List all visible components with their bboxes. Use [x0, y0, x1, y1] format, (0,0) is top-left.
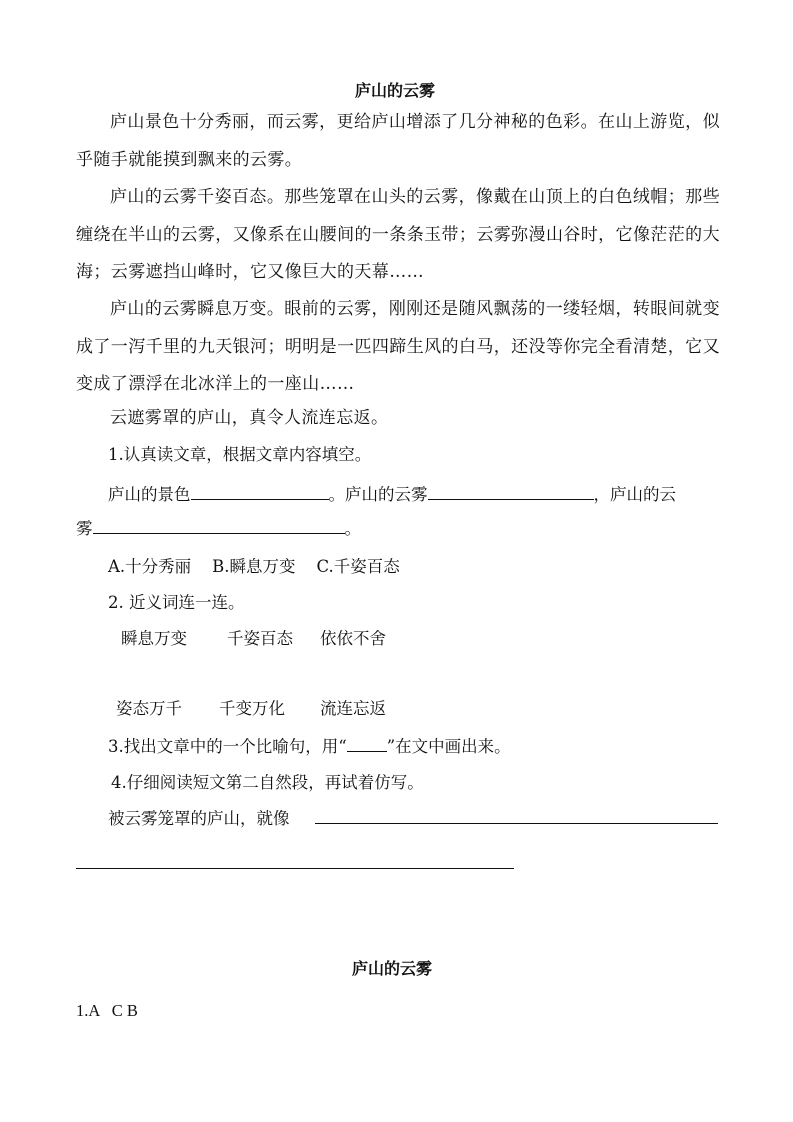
fill-text: 庐山的景色 [108, 485, 191, 504]
fill-text: ，庐山的云 [593, 485, 676, 504]
paragraph-text: 云遮雾罩的庐山，真令人流连忘返。 [110, 408, 389, 428]
question-4-lead: 被云雾笼罩的庐山，就像 [108, 809, 290, 828]
answer-line[interactable] [76, 868, 514, 869]
prompt-text: ”在文中画出来。 [386, 737, 511, 756]
question-1-fill-line-1 [108, 481, 676, 505]
synonym-word[interactable]: 依依不舍 [320, 629, 386, 648]
paragraph-2 [76, 179, 720, 292]
paragraph-1 [76, 104, 720, 179]
answer-blank[interactable] [93, 515, 345, 534]
paragraph-text: 庐山景色十分秀丽，而云雾，更给庐山增添了几分神秘的色彩。在山上游览，似乎随手就能摸到飘来的云雾。 [76, 112, 720, 170]
prompt-text: 3.找出文章中的一个比喻句，用“ [108, 737, 347, 756]
question-3-prompt [108, 733, 511, 757]
paragraph-text: 庐山的云雾瞬息万变。眼前的云雾，刚刚还是随风飘荡的一缕轻烟，转眼间就变成了一泻千里的九天银河；明明是一匹四蹄生风的白马，还没等你完全看清楚，它又变成了漂浮在北冰洋上的一座山…… [76, 299, 720, 394]
question-2-prompt: 2. 近义词连一连。 [108, 593, 245, 612]
paragraph-3 [76, 291, 720, 404]
page-title: 庐山的云雾 [355, 81, 436, 100]
fill-text: 。庐山的云雾 [328, 485, 428, 504]
paragraph-text: 庐山的云雾千姿百态。那些笼罩在山头的云雾，像戴在山顶上的白色绒帽；那些缠绕在半山的云雾，又像系在山腰间的一条条玉带；云雾弥漫山谷时，它像茫茫的大海；云雾遮挡山峰时，它又像巨大的天幕…… [76, 187, 720, 282]
synonym-word[interactable]: 千变万化 [219, 699, 285, 718]
synonym-word[interactable]: 千姿百态 [227, 629, 293, 648]
question-4-prompt: 4.仔细阅读短文第二自然段，再试着仿写。 [111, 773, 424, 792]
question-1-prompt: 1.认真读文章，根据文章内容填空。 [108, 445, 372, 464]
fill-text: 雾 [76, 519, 93, 538]
answer-blank[interactable] [428, 481, 594, 500]
answer-key-title: 庐山的云雾 [352, 959, 433, 978]
synonym-word[interactable]: 瞬息万变 [121, 629, 187, 648]
answer-key-q1: 1.A C B [76, 1001, 138, 1020]
underline-sample [347, 733, 387, 752]
synonym-word[interactable]: 流连忘返 [320, 699, 386, 718]
paragraph-4 [76, 400, 720, 438]
synonym-word[interactable]: 姿态万千 [116, 699, 182, 718]
answer-blank[interactable] [191, 481, 329, 500]
question-1-options: A.十分秀丽 B.瞬息万变 C.千姿百态 [108, 557, 400, 576]
fill-text: 。 [344, 519, 361, 538]
answer-line[interactable] [315, 823, 718, 824]
question-1-fill-line-2 [76, 515, 361, 539]
